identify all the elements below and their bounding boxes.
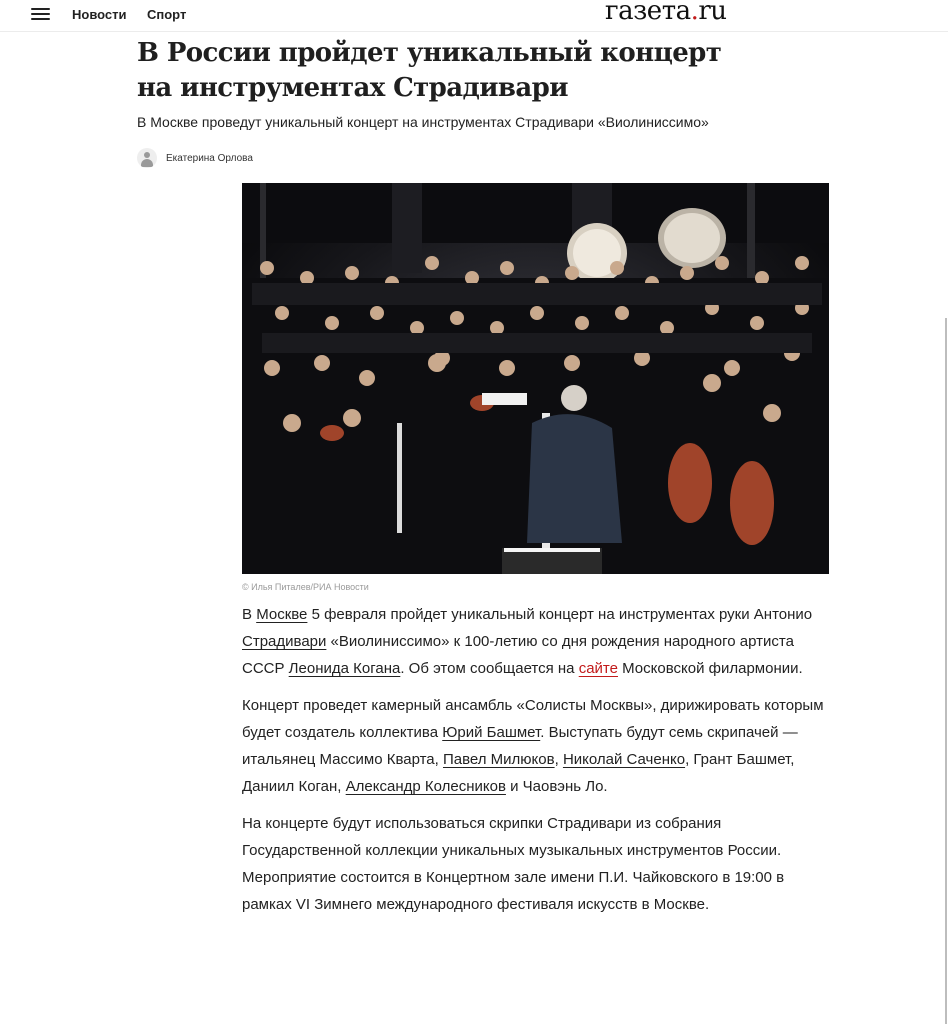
article-paragraph-2 — [242, 692, 832, 800]
link-site[interactable]: сайте — [578, 660, 618, 677]
logo-tld: ru — [698, 0, 727, 26]
hamburger-menu-icon[interactable] — [31, 5, 50, 23]
text: 5 февраля пройдет уникальный концерт на инструментах руки Антонио — [307, 606, 813, 623]
top-navigation-bar — [0, 0, 948, 32]
article-paragraph-3: На концерте будут использоваться скрипки Страдивари из собрания Государственной коллекции уникальных музыкальных инструментов России. Мероприятие состоится в Концертном зале имени П.И. Чайковского в 19:00 в рамках VI Зимнего международного фестиваля искусств в Москве. — [242, 815, 785, 913]
link-stradivari[interactable]: Страдивари — [242, 633, 327, 650]
article-paragraph-1 — [242, 601, 832, 682]
text: Концерт проведет камерный ансамбль «Солисты Москвы», дирижировать которым будет создатель коллектива — [242, 697, 824, 741]
text: Московской филармонии. — [617, 660, 803, 677]
article-title — [137, 36, 837, 106]
article-title-line-1: В России пройдет уникальный концерт — [137, 38, 722, 68]
nav-link-sport[interactable]: Спорт — [147, 7, 187, 22]
text: «Виолиниссимо» к 100-летию со дня рождения народного артиста СССР — [242, 633, 794, 677]
article-subtitle: В Москве проведут уникальный концерт на инструментах Страдивари «Виолиниссимо» — [137, 114, 709, 130]
text: В — [242, 606, 257, 623]
site-logo[interactable] — [605, 0, 727, 26]
author-avatar-icon — [137, 148, 157, 168]
orchestra-photo-illustration — [242, 183, 829, 574]
logo-main: газета — [605, 0, 691, 26]
article-body — [242, 601, 832, 928]
link-pavel-milyukov[interactable]: Павел Милюков — [442, 751, 555, 768]
article-title-line-2: на инструментах Страдивари — [137, 73, 568, 103]
link-yuri-bashmet[interactable]: Юрий Башмет — [442, 724, 541, 741]
scrollbar-track[interactable] — [945, 318, 947, 1024]
text: . Выступать будут семь скрипачей — итальянец Массимо Кварта, — [242, 724, 798, 768]
photo-caption: © Илья Питалев/РИА Новости — [242, 582, 369, 592]
text: и Чаовэнь Ло. — [505, 778, 608, 795]
text: , — [554, 751, 563, 768]
text: . Об этом сообщается на — [400, 660, 579, 677]
article-photo — [242, 183, 829, 574]
text: , Грант Башмет, Даниил Коган, — [242, 751, 795, 795]
author-block[interactable] — [137, 147, 253, 169]
logo-dot: . — [690, 0, 699, 26]
link-moscow[interactable]: Москве — [256, 606, 308, 623]
link-leonid-kogan[interactable]: Леонида Когана — [288, 660, 401, 677]
nav-link-news[interactable]: Новости — [72, 7, 127, 22]
link-nikolai-sachenko[interactable]: Николай Саченко — [562, 751, 686, 768]
link-alexander-kolesnikov[interactable]: Александр Колесников — [345, 778, 506, 795]
author-name[interactable]: Екатерина Орлова — [166, 152, 253, 164]
